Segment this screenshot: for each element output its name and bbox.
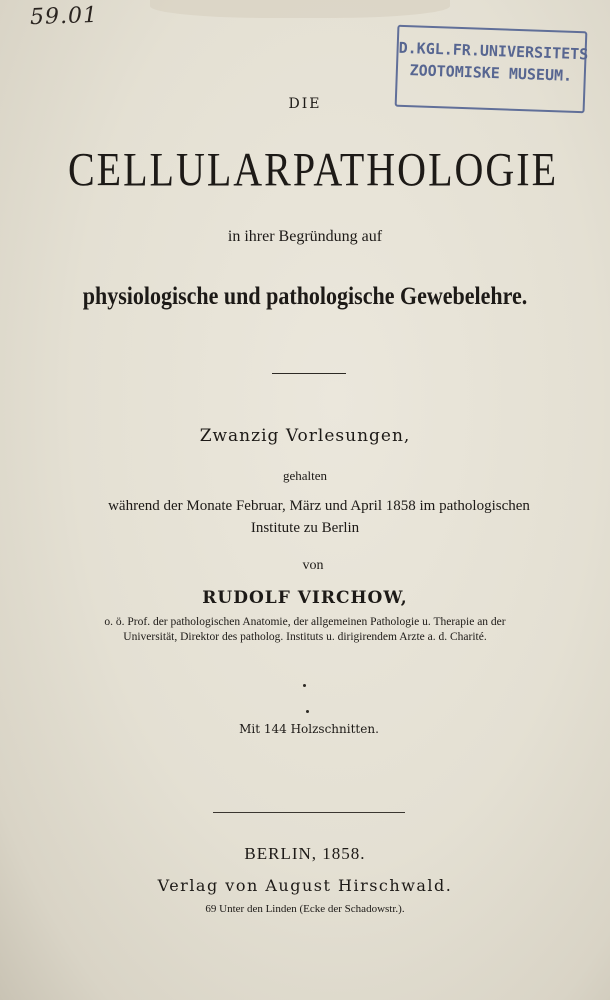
held-text: gehalten <box>282 468 328 483</box>
months-text: während der Monate Februar, März und April 1858 im pathologischen <box>108 498 530 514</box>
divider-rule-bottom <box>213 812 405 813</box>
ornament-dot <box>303 684 306 687</box>
publisher: Verlag von August Hirschwald. <box>157 876 453 895</box>
place-year: BERLIN, 1858. <box>244 844 366 863</box>
publisher-address: 69 Unter den Linden (Ecke der Schadowstr.). <box>205 903 405 915</box>
author-title-line-1: o. ö. Prof. der pathologischen Anatomie, der allgemeinen Pathologie u. Therapie an der <box>104 616 506 628</box>
lectures-heading: Zwanzig Vorlesungen, <box>199 426 411 446</box>
divider-rule <box>272 373 346 374</box>
title-article: DIE <box>288 96 322 112</box>
author-title-line-2: Universität, Direktor des patholog. Instituts u. dirigirendem Arzte a. d. Charité. <box>123 631 487 643</box>
ornament-dot <box>306 710 309 713</box>
stamp-line-2: ZOOTOMISKE MUSEUM. <box>409 61 573 85</box>
subtitle-line-1: in ihrer Begründung auf <box>227 228 383 245</box>
handwritten-shelfmark: 59.01 <box>29 2 99 31</box>
by-text: von <box>302 558 324 573</box>
woodcuts-note: Mit 144 Holzschnitten. <box>239 722 379 736</box>
stamp-line-1: D.KGL.FR.UNIVERSITETS <box>398 38 589 64</box>
subtitle-line-2: physiologische und pathologische Gewebelehre. <box>82 281 528 310</box>
torn-paper-edge <box>150 0 450 18</box>
institute-text: Institute zu Berlin <box>250 520 360 536</box>
page-title: CELLULARPATHOLOGIE <box>67 142 559 197</box>
author-name: RUDOLF VIRCHOW, <box>202 588 408 608</box>
